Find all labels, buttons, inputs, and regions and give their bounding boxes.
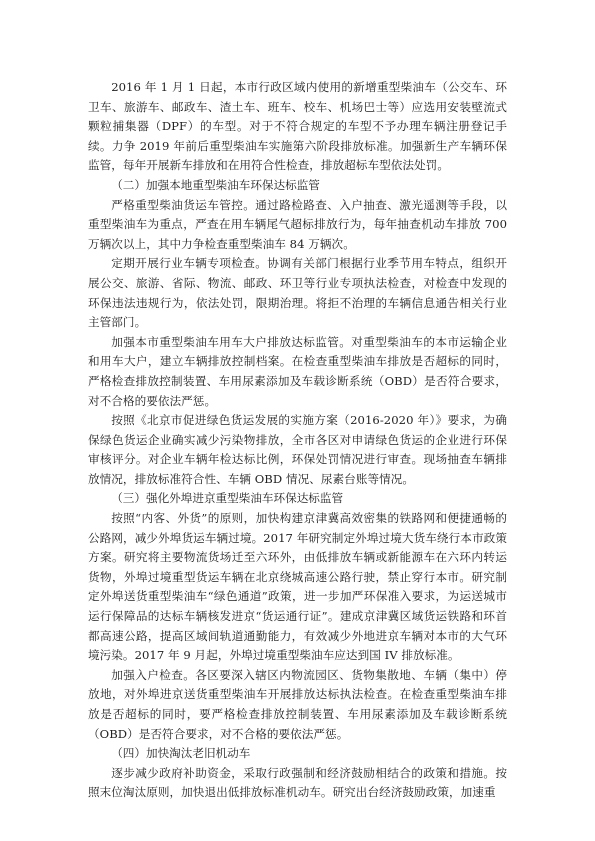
section-heading-local-supervision: （二）加强本地重型柴油车环保达标监管 xyxy=(111,177,320,192)
paragraph-transit-policy: 按照“内客、外货”的原则，加快构建京津冀高效密集的铁路网和便捷通畅的公路网，减少外埠货运车辆过境。2017 年研究制定外埠过境大货车绕行本市政策方案。研究将主要物流货场迁至六环外，由低排放车辆或新能源车在六环内转运货物，外埠过境重型货运车辆在北京绕城高速公路行驶，禁止穿行本市。研究制定外埠送货重型柴油车“绿色通道”政策，进一步加严环保准入要求，为运送城市运行保障品的达标车辆核发进京“货运通行证”。建成京津冀区域货运铁路和环首都高速公路，提高区域间轨道通勤能力，有效减少外地进京车辆对本市的大气环境污染。2017 年 9 月起，外埠过境重型柴油车应达到国 IV 排放标准。 xyxy=(88,511,507,663)
paragraph-freight-control: 严格重型柴油货运车管控。通过路检路查、入户抽查、激光遥测等手段，以重型柴油车为重点，严查在用车辆尾气超标排放行为，每年抽查机动车排放 700 万辆次以上，其中力争检查重型柴油车 84 万辆次。 xyxy=(88,197,507,251)
paragraph-green-freight: 按照《北京市促进绿色货运发展的实施方案（2016-2020 年）》要求，为确保绿色货运企业确实减少污染物排放，全市各区对申请绿色货运的企业进行环保审核评分。对企业车辆年检达标比例，环保处罚情况进行审查。现场抽查车辆排放情况，排放标准符合性、车辆 OBD 情况、尿素台账等情况。 xyxy=(88,413,507,486)
section-heading-old-vehicles: （四）加快淘汰老旧机动车 xyxy=(111,746,251,761)
document-page xyxy=(88,78,507,803)
paragraph-large-users: 加强本市重型柴油车用车大户排放达标监管。对重型柴油车的本市运输企业和用车大户，建立车辆排放控制档案。在检查重型柴油车排放是否超标的同时，严格检查排放控制装置、车用尿素添加及车载诊断系统（OBD）是否符合要求，对不合格的要依法严惩。 xyxy=(88,334,507,408)
section-heading-external-vehicles: （三）强化外埠进京重型柴油车环保达标监管 xyxy=(111,491,344,506)
paragraph-dpf-requirement: 2016 年 1 月 1 日起，本市行政区域内使用的新增重型柴油车（公交车、环卫车、旅游车、邮政车、渣土车、班车、校车、机场巴士等）应选用安装壁流式颗粒捕集器（DPF）的车型。对于不符合规定的车型不予办理车辆注册登记手续。力争 2019 年前后重型柴油车实施第六阶段排放标准。加强新生产车辆环保监管，每年开展新车排放和在用符合性检查，排放超标车型依法处罚。 xyxy=(88,80,507,173)
paragraph-phase-out: 逐步减少政府补助资金，采取行政强制和经济鼓励相结合的政策和措施。按照末位淘汰原则，加快退出低排放标准机动车。研究出台经济鼓励政策，加速重 xyxy=(88,765,507,800)
paragraph-onsite-inspection: 加强入户检查。各区要深入辖区内物流园区、货物集散地、车辆（集中）停放地，对外埠进京送货重型柴油车开展排放达标执法检查。在检查重型柴油车排放是否超标的同时，要严格检查排放控制装置、车用尿素添加及车载诊断系统（OBD）是否符合要求，对不合格的要依法严惩。 xyxy=(88,667,507,741)
paragraph-industry-inspection: 定期开展行业车辆专项检查。协调有关部门根据行业季节用车特点，组织开展公交、旅游、省际、物流、邮政、环卫等行业专项执法检查，对检查中发现的环保违法违规行为，依法处罚，限期治理。将拒不治理的车辆信息通告相关行业主管部门。 xyxy=(88,256,507,330)
